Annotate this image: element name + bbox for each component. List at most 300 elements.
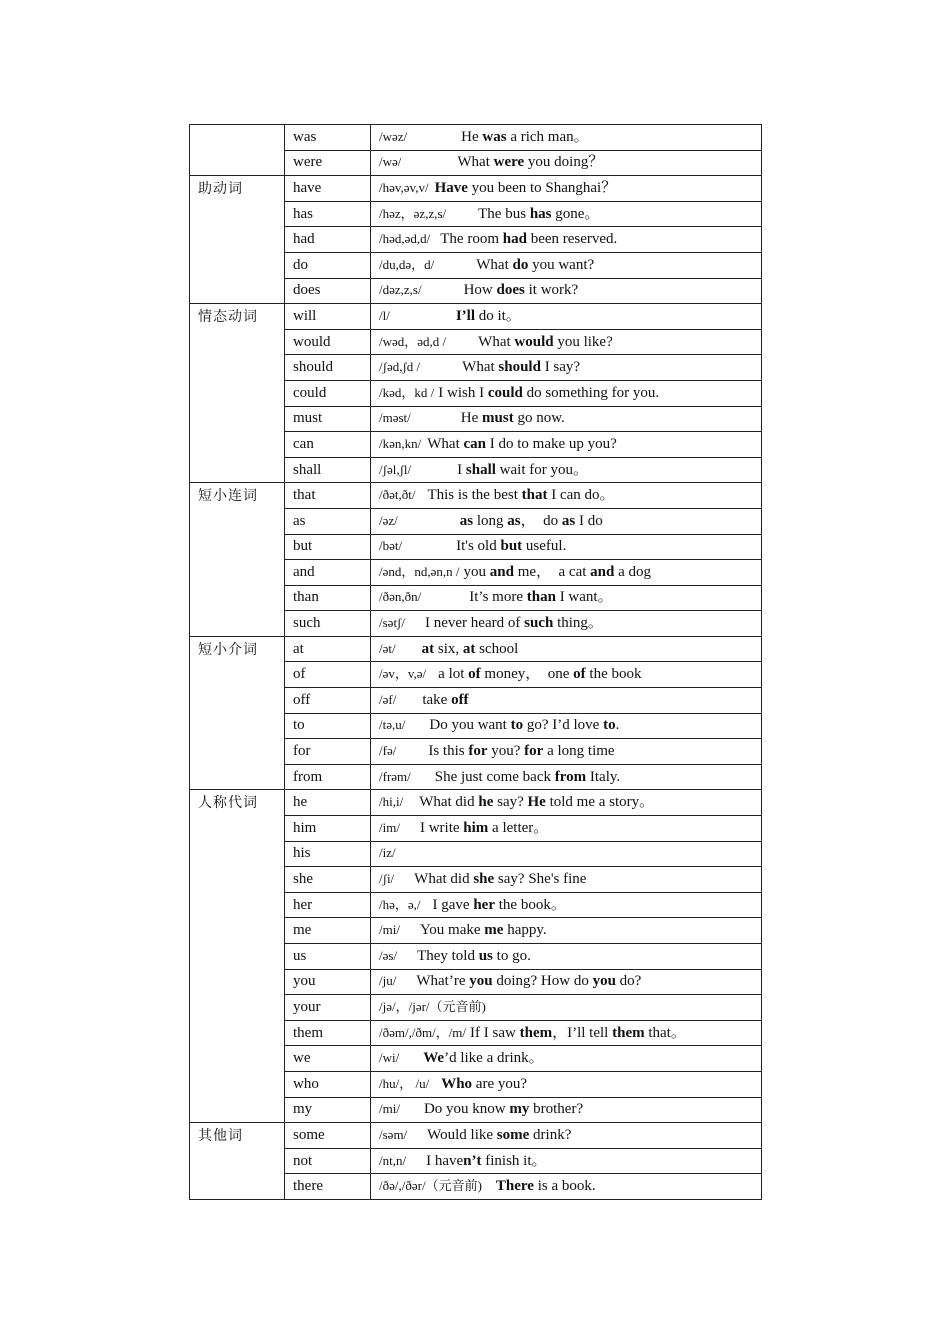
pronunciation: /du,də，d/	[379, 256, 435, 272]
example-sentence	[460, 514, 603, 529]
pronunciation-example-cell	[371, 329, 762, 355]
sentence-text: Is this	[428, 743, 469, 760]
keyword: at	[421, 640, 435, 657]
sentence-text: What did	[414, 871, 474, 888]
pronunciation-example-cell	[371, 739, 762, 765]
keyword: was	[482, 128, 507, 145]
example-sentence	[427, 437, 617, 452]
pronunciation: /həd,əd,d/	[379, 231, 431, 247]
table-row	[190, 636, 762, 662]
word-cell: will	[285, 304, 371, 330]
pronunciation: /hu/， /u/	[379, 1075, 430, 1091]
word-cell: was	[285, 125, 371, 151]
example-sentence	[420, 923, 547, 938]
word-cell: than	[285, 585, 371, 611]
pronunciation-example-cell	[371, 483, 762, 509]
example-sentence	[427, 1128, 571, 1143]
sentence-text: say? She's fine	[494, 871, 587, 888]
sentence-text: It’s more	[469, 589, 527, 606]
sentence-text: He	[460, 410, 483, 427]
category-cell: 情态动词	[190, 304, 285, 483]
word-cell: you	[285, 969, 371, 995]
example-sentence	[461, 130, 588, 145]
sentence-text: you doing？	[524, 154, 604, 171]
sentence-text: ，I’ll tell	[552, 1024, 613, 1041]
pronunciation: /ənd，nd,ən,n /	[379, 563, 460, 579]
pronunciation-example-cell	[371, 713, 762, 739]
category-cell: 其他词	[190, 1123, 285, 1200]
pronunciation-example-cell	[371, 816, 762, 842]
keyword: such	[524, 615, 554, 632]
table-row	[190, 176, 762, 202]
pronunciation-example-cell	[371, 176, 762, 202]
pronunciation: /bət/	[379, 538, 403, 554]
sentence-text: What did	[419, 794, 479, 811]
keyword: of	[468, 666, 481, 683]
word-cell: at	[285, 636, 371, 662]
sentence-text: What	[462, 359, 499, 376]
sentence-text: told me a story。	[545, 794, 655, 811]
sentence-text: I do to make up you?	[485, 435, 617, 452]
keyword: shall	[465, 461, 496, 478]
word-cell: she	[285, 867, 371, 893]
keyword: would	[514, 333, 554, 350]
word-cell: he	[285, 790, 371, 816]
pronunciation-example-cell	[371, 790, 762, 816]
example-sentence	[469, 590, 612, 605]
pronunciation-example-cell	[371, 1174, 762, 1200]
pronunciation: /sətʃ/	[379, 615, 405, 631]
table-row	[190, 790, 762, 816]
pronunciation-example-cell	[371, 355, 762, 381]
word-cell: not	[285, 1148, 371, 1174]
keyword: had	[502, 231, 527, 248]
pronunciation-example-cell	[371, 841, 762, 867]
sentence-text: Do you want	[429, 717, 511, 734]
word-cell: should	[285, 355, 371, 381]
word-cell: his	[285, 841, 371, 867]
pronunciation: /mi/	[379, 1101, 400, 1117]
word-cell: has	[285, 201, 371, 227]
pronunciation-example-cell	[371, 867, 762, 893]
example-sentence	[426, 1154, 546, 1169]
word-cell: and	[285, 560, 371, 586]
sentence-text: You make	[419, 922, 485, 939]
example-sentence	[478, 335, 613, 350]
sentence-text: ’d like a drink。	[444, 1050, 544, 1067]
pronunciation: /ʃəd,ʃd /	[379, 359, 421, 375]
pronunciation: /dəz,z,s/	[379, 282, 422, 298]
pronunciation: /əv，v,ə/	[379, 666, 427, 682]
pronunciation-example-cell	[371, 585, 762, 611]
sentence-text: do something for you.	[522, 384, 660, 401]
example-sentence	[429, 718, 619, 733]
sentence-text: He	[461, 128, 483, 145]
pronunciation: /ət/	[379, 640, 396, 656]
sentence-text: it work?	[524, 282, 579, 299]
sentence-text: you want?	[528, 256, 595, 273]
keyword: could	[487, 384, 523, 401]
category-cell: 助动词	[190, 176, 285, 304]
example-sentence	[456, 539, 566, 554]
sentence-text: They told	[417, 947, 479, 964]
word-cell: your	[285, 995, 371, 1021]
keyword: Have	[434, 179, 468, 196]
word-cell: of	[285, 662, 371, 688]
pronunciation: /ðət,ðt/	[379, 487, 416, 503]
pronunciation: /əs/	[379, 947, 398, 963]
sentence-text: say?	[493, 794, 528, 811]
sentence-text: drink?	[529, 1126, 572, 1143]
pronunciation-example-cell	[371, 508, 762, 534]
word-cell: that	[285, 483, 371, 509]
keyword: him	[463, 819, 489, 836]
sentence-text: money， one	[480, 666, 574, 683]
word-cell: have	[285, 176, 371, 202]
keyword: can	[463, 435, 486, 452]
keyword: and	[590, 563, 615, 580]
sentence-text: go? I’d love	[523, 717, 604, 734]
pronunciation: /səm/	[379, 1126, 408, 1142]
vocabulary-table	[189, 124, 762, 1200]
word-cell: could	[285, 380, 371, 406]
sentence-text: What’re	[416, 973, 470, 990]
word-cell: from	[285, 764, 371, 790]
table-row	[190, 125, 762, 151]
category-cell: 短小连词	[190, 483, 285, 637]
pronunciation: /wi/	[379, 1050, 400, 1066]
sentence-text: Do you know	[423, 1101, 510, 1118]
sentence-text: gone。	[551, 205, 600, 222]
pronunciation: /ju/	[379, 973, 397, 989]
pronunciation-example-cell	[371, 304, 762, 330]
pronunciation-example-cell	[371, 560, 762, 586]
keyword: my	[509, 1101, 530, 1118]
keyword: as	[459, 512, 474, 529]
keyword: to	[510, 717, 524, 734]
word-cell: who	[285, 1071, 371, 1097]
pronunciation: /ʃəl,ʃl/	[379, 461, 412, 477]
pronunciation: /kəd，kd /	[379, 384, 435, 400]
keyword: from	[554, 768, 587, 785]
example-sentence	[457, 155, 603, 170]
word-cell: does	[285, 278, 371, 304]
keyword: she	[473, 871, 495, 888]
pronunciation: /ʃi/	[379, 871, 395, 887]
sentence-text: take	[422, 691, 452, 708]
keyword: has	[529, 205, 552, 222]
sentence-text: What	[476, 256, 513, 273]
word-cell: shall	[285, 457, 371, 483]
example-sentence	[440, 232, 617, 247]
pronunciation-example-cell	[371, 534, 762, 560]
pronunciation-example-cell	[371, 380, 762, 406]
sentence-text: Would like	[427, 1126, 497, 1143]
sentence-text: that。	[644, 1024, 686, 1041]
sentence-text: the book。	[495, 896, 566, 913]
category-cell	[190, 125, 285, 176]
pronunciation-example-cell	[371, 636, 762, 662]
pronunciation: /fə/	[379, 743, 397, 759]
word-cell: we	[285, 1046, 371, 1072]
pronunciation-example-cell	[371, 1020, 762, 1046]
sentence-text: long	[473, 512, 508, 529]
keyword: them	[519, 1024, 553, 1041]
example-sentence	[457, 463, 588, 478]
keyword: some	[496, 1126, 530, 1143]
pronunciation-example-cell	[371, 1071, 762, 1097]
example-sentence	[417, 949, 531, 964]
keyword: We	[423, 1050, 445, 1067]
sentence-text: go now.	[513, 410, 565, 427]
pronunciation-example-cell	[371, 406, 762, 432]
word-cell: for	[285, 739, 371, 765]
category-cell: 人称代词	[190, 790, 285, 1123]
sentence-text: the book	[585, 666, 642, 683]
sentence-text: It's old	[456, 538, 501, 555]
sentence-text: I write	[419, 819, 464, 836]
sentence-text: finish it。	[481, 1152, 547, 1169]
word-cell: had	[285, 227, 371, 253]
keyword: and	[489, 563, 514, 580]
pronunciation-example-cell	[371, 252, 762, 278]
pronunciation: /hə，ə,/	[379, 896, 421, 912]
pronunciation: /kən,kn/	[379, 435, 422, 451]
sentence-text: I can do。	[547, 487, 615, 504]
sentence-text: are you?	[472, 1075, 528, 1092]
pronunciation: /frəm/	[379, 768, 411, 784]
sentence-text: you?	[487, 743, 525, 760]
sentence-text: wait for you。	[495, 461, 588, 478]
word-cell: off	[285, 688, 371, 714]
pronunciation: /im/	[379, 819, 400, 835]
sentence-text: been reserved.	[526, 231, 618, 248]
sentence-text: I want。	[555, 589, 613, 606]
pronunciation-example-cell	[371, 995, 762, 1021]
keyword: off	[451, 691, 469, 708]
sentence-text: I have	[426, 1152, 464, 1169]
pronunciation-example-cell	[371, 918, 762, 944]
table-row	[190, 304, 762, 330]
word-cell: would	[285, 329, 371, 355]
keyword: than	[526, 589, 556, 606]
pronunciation: /l/	[379, 307, 390, 323]
pronunciation-example-cell	[371, 1097, 762, 1123]
example-sentence	[422, 693, 468, 708]
sentence-text: doing? How do	[492, 973, 593, 990]
sentence-text: This is the best	[427, 487, 522, 504]
sentence-text: What	[427, 435, 464, 452]
keyword: should	[498, 359, 541, 376]
sentence-text: a lot	[438, 666, 469, 683]
example-sentence	[478, 207, 599, 222]
sentence-text: happy.	[503, 922, 547, 939]
keyword: n’t	[463, 1152, 482, 1169]
sentence-text: I say?	[540, 359, 581, 376]
sentence-text: you	[463, 563, 490, 580]
example-sentence	[456, 309, 521, 324]
pronunciation: /wəd，əd,d /	[379, 333, 447, 349]
keyword: to	[603, 717, 616, 734]
example-sentence	[420, 821, 548, 836]
example-sentence	[424, 1102, 583, 1117]
keyword: were	[493, 154, 525, 171]
word-cell: as	[285, 508, 371, 534]
keyword: her	[473, 896, 495, 913]
pronunciation-example-cell	[371, 227, 762, 253]
sentence-text: The bus	[478, 205, 530, 222]
example-sentence	[438, 667, 641, 682]
pronunciation-example-cell	[371, 611, 762, 637]
example-sentence	[435, 181, 617, 196]
word-cell: do	[285, 252, 371, 278]
word-cell: must	[285, 406, 371, 432]
keyword: that	[521, 487, 548, 504]
sentence-text: six,	[434, 640, 463, 657]
sentence-text: to go.	[492, 947, 531, 964]
sentence-text: you been to Shanghai？	[467, 179, 617, 196]
sentence-text: She just come back	[434, 768, 555, 785]
sentence-text: What	[457, 154, 494, 171]
example-sentence	[433, 898, 566, 913]
pronunciation: /ðən,ðn/	[379, 589, 422, 605]
keyword: you	[592, 973, 616, 990]
pronunciation: /məst/	[379, 410, 411, 426]
keyword: us	[478, 947, 493, 964]
table-row	[190, 1123, 762, 1149]
word-cell: were	[285, 150, 371, 176]
sentence-text: I wish I	[438, 384, 488, 401]
word-cell: there	[285, 1174, 371, 1200]
example-sentence	[441, 1077, 527, 1092]
table-row	[190, 483, 762, 509]
pronunciation-example-cell	[371, 457, 762, 483]
example-sentence	[470, 1026, 686, 1041]
example-sentence	[422, 642, 519, 657]
sentence-text: a long time	[543, 743, 615, 760]
sentence-text: brother?	[529, 1101, 584, 1118]
sentence-text: ， do	[520, 512, 562, 529]
example-sentence	[428, 744, 614, 759]
sentence-text: How	[463, 282, 497, 299]
keyword: at	[462, 640, 476, 657]
pronunciation-example-cell	[371, 125, 762, 151]
pronunciation-example-cell	[371, 764, 762, 790]
pronunciation: /tə,u/	[379, 717, 406, 733]
sentence-text: The room	[440, 231, 503, 248]
pronunciation: /wəz/	[379, 128, 408, 144]
sentence-text: I gave	[432, 896, 474, 913]
example-sentence	[427, 488, 614, 503]
sentence-text: I never heard of	[425, 615, 525, 632]
pronunciation-example-cell	[371, 278, 762, 304]
keyword: Who	[441, 1075, 473, 1092]
example-sentence	[416, 974, 641, 989]
keyword: I’ll	[455, 307, 476, 324]
pronunciation-example-cell	[371, 944, 762, 970]
word-cell: to	[285, 713, 371, 739]
word-cell: some	[285, 1123, 371, 1149]
pronunciation: /əf/	[379, 691, 397, 707]
word-cell: my	[285, 1097, 371, 1123]
sentence-text: useful.	[522, 538, 567, 555]
pronunciation: /ðə/,/ðər/（元音前)	[379, 1178, 482, 1194]
keyword: of	[573, 666, 586, 683]
word-cell: her	[285, 892, 371, 918]
keyword: them	[612, 1024, 645, 1041]
pronunciation-example-cell	[371, 201, 762, 227]
sentence-text: do it。	[475, 307, 521, 324]
pronunciation: /nt,n/	[379, 1152, 407, 1168]
word-cell: such	[285, 611, 371, 637]
keyword: do	[512, 256, 529, 273]
keyword: but	[500, 538, 523, 555]
example-sentence	[435, 770, 620, 785]
sentence-text: What	[478, 333, 515, 350]
pronunciation: /mi/	[379, 922, 400, 938]
example-sentence	[464, 283, 579, 298]
sentence-text: I	[457, 461, 466, 478]
pronunciation: /iz/	[379, 845, 396, 861]
word-cell: him	[285, 816, 371, 842]
pronunciation: /jə/，/jər/（元音前)	[379, 998, 486, 1014]
sentence-text: I do	[575, 512, 603, 529]
pronunciation-example-cell	[371, 969, 762, 995]
keyword: you	[469, 973, 493, 990]
pronunciation-example-cell	[371, 1046, 762, 1072]
pronunciation: /wə/	[379, 154, 402, 170]
sentence-text: is a book.	[533, 1178, 596, 1195]
keyword: for	[524, 743, 544, 760]
sentence-text: thing。	[553, 615, 603, 632]
sentence-text: me， a cat	[513, 563, 591, 580]
sentence-text: a rich man。	[506, 128, 589, 145]
example-sentence	[461, 411, 565, 426]
sentence-text: you like?	[553, 333, 613, 350]
sentence-text: Italy.	[586, 768, 621, 785]
example-sentence	[414, 872, 586, 887]
pronunciation-example-cell	[371, 688, 762, 714]
sentence-text: do?	[615, 973, 642, 990]
pronunciation-example-cell	[371, 150, 762, 176]
keyword: as	[507, 512, 521, 529]
word-cell: can	[285, 432, 371, 458]
keyword: for	[468, 743, 488, 760]
example-sentence	[419, 795, 654, 810]
category-cell: 短小介词	[190, 636, 285, 790]
word-cell: me	[285, 918, 371, 944]
example-sentence	[423, 1051, 543, 1066]
pronunciation-example-cell	[371, 432, 762, 458]
sentence-text: a letter。	[488, 819, 549, 836]
word-cell: but	[285, 534, 371, 560]
keyword: There	[495, 1178, 534, 1195]
pronunciation: /hi,i/	[379, 794, 404, 810]
example-sentence	[425, 616, 603, 631]
sentence-text: a dog	[614, 563, 652, 580]
keyword: me	[484, 922, 504, 939]
pronunciation-example-cell	[371, 662, 762, 688]
pronunciation-example-cell	[371, 1148, 762, 1174]
pronunciation: /həv,əv,v/	[379, 179, 429, 195]
keyword: must	[482, 410, 514, 427]
example-sentence	[462, 360, 580, 375]
keyword: does	[496, 282, 525, 299]
example-sentence	[438, 386, 659, 401]
keyword: He	[527, 794, 546, 811]
keyword: as	[561, 512, 576, 529]
sentence-text: school	[475, 640, 519, 657]
